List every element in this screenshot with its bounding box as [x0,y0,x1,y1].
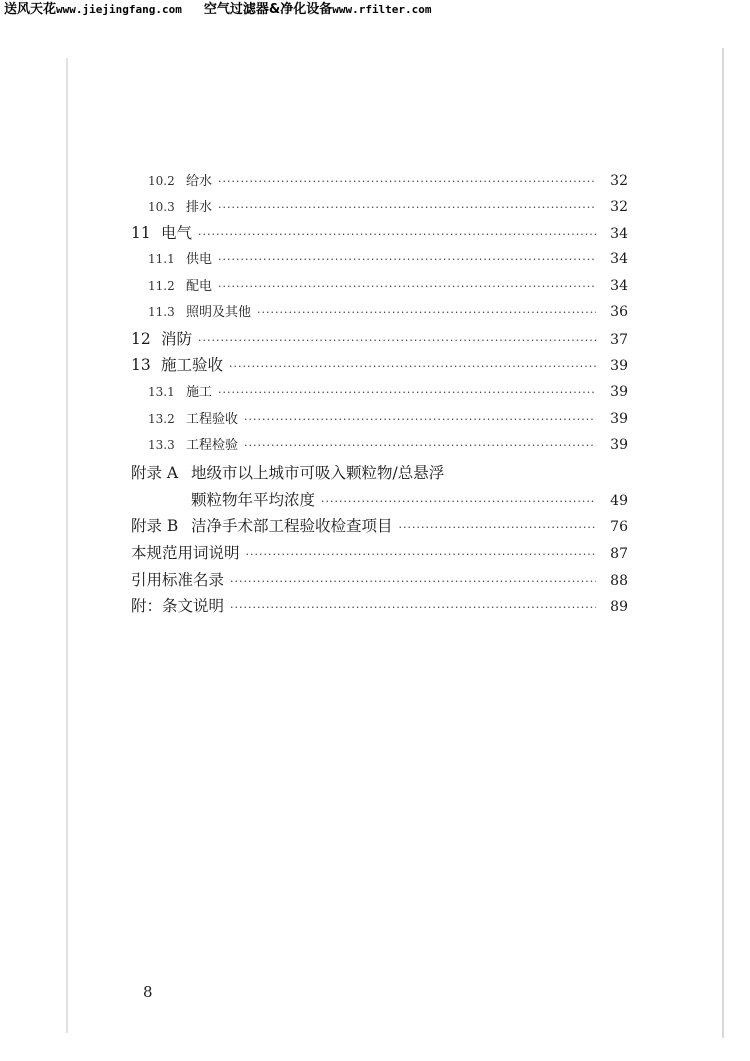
toc-leader-dots [246,548,596,561]
toc-entry-title: 地级市以上城市可吸入颗粒物/总悬浮 [191,464,445,482]
toc-leader-dots [229,360,596,373]
toc-entry-page: 88 [610,573,628,589]
toc-entry-page: 34 [610,251,628,267]
toc-leader-dots [198,334,596,347]
toc-entry-title: 照明及其他 [186,305,252,320]
toc-entry-page: 37 [610,332,628,348]
toc-entry-title: 消防 [161,330,193,348]
page-number: 8 [143,983,153,1001]
toc-entry-number: 11 [131,224,151,242]
toc-entry-title: 配电 [186,279,213,294]
toc-entry-number: 13.2 [148,412,175,426]
toc-entry-title: 工程检验 [186,438,239,453]
toc-leader-dots [218,175,596,188]
toc-entry-page: 87 [610,546,628,562]
toc-entry [148,248,628,267]
toc-leader-dots [321,495,596,508]
toc-entry [148,381,628,400]
toc-entry-number: 附录 B [131,517,179,535]
toc-leader-dots [218,386,596,399]
toc-leader-dots [244,439,596,452]
toc-entry-title: 电气 [161,224,193,242]
toc-entry-page: 32 [610,173,628,189]
toc-entry-number: 13.3 [148,438,175,452]
toc-entry-title: 施工验收 [161,356,224,374]
header-site2-url: www.rfilter.com [332,3,432,16]
toc-leader-dots [198,228,596,241]
toc-entry-title: 施工 [186,385,213,400]
page-edge-shadow [66,58,68,1033]
toc-entry-page: 49 [610,493,628,509]
toc-entry-title: 引用标准名录 [131,571,225,589]
toc-entry-number: 13.1 [148,385,175,399]
toc-entry-page: 32 [610,199,628,215]
toc-entry-title: 颗粒物年平均浓度 [191,491,316,509]
toc-entry-number: 11.3 [148,305,175,319]
toc-entry [131,514,628,536]
toc-leader-dots [257,306,596,319]
toc-entry-page: 39 [610,358,628,374]
toc-entry-page: 76 [610,519,628,535]
toc-entry [131,327,628,349]
toc-leader-dots [230,575,596,588]
toc-entry [148,196,628,215]
toc-entry [131,568,628,590]
header-site2-name: 空气过滤器&净化设备 [203,2,333,17]
toc-entry-number: 11.2 [148,279,175,293]
toc-entry-title: 供电 [186,252,213,267]
toc-entry-number: 11.1 [148,252,175,266]
toc-entry-title: 附：条文说明 [131,597,225,615]
toc-entry [131,353,628,375]
toc-entry [131,541,628,563]
toc-entry-page: 89 [610,599,628,615]
toc-entry [131,221,628,243]
toc-entry-page: 39 [610,411,628,427]
toc-entry-title: 排水 [186,200,213,215]
toc-entry-page: 39 [610,437,628,453]
toc-entry [148,170,628,189]
toc-entry [148,408,628,427]
toc-entry [148,434,628,453]
toc-entry-number: 12 [131,330,151,348]
page-edge-shadow [722,48,724,1038]
toc-entry [131,488,628,510]
toc-entry-appendix-a-line1 [131,461,628,483]
toc-entry [131,594,628,616]
header-site1-name: 送风天花 [4,2,57,17]
toc-entry-page: 34 [610,278,628,294]
watermark-header [4,0,744,20]
toc-leader-dots [230,601,596,614]
header-site1-url: www.jiejingfang.com [56,3,182,16]
toc-entry-number: 10.2 [148,174,175,188]
toc-entry [148,301,628,320]
toc-entry-page: 34 [610,226,628,242]
toc-entry-title: 洁净手术部工程验收检查项目 [191,517,393,535]
toc-leader-dots [218,253,596,266]
toc-leader-dots [218,280,596,293]
toc-leader-dots [218,201,596,214]
toc-entry-title: 工程验收 [186,412,239,427]
toc-entry [148,275,628,294]
toc-entry-page: 36 [610,304,628,320]
toc-entry-title: 给水 [186,174,213,189]
toc-entry-page: 39 [610,384,628,400]
toc-entry-title: 本规范用词说明 [131,544,240,562]
toc-entry-number: 附录 A [131,464,179,482]
toc-entry-number: 10.3 [148,200,175,214]
toc-entry-number: 13 [131,356,151,374]
toc-leader-dots [244,413,596,426]
toc-leader-dots [399,521,596,534]
